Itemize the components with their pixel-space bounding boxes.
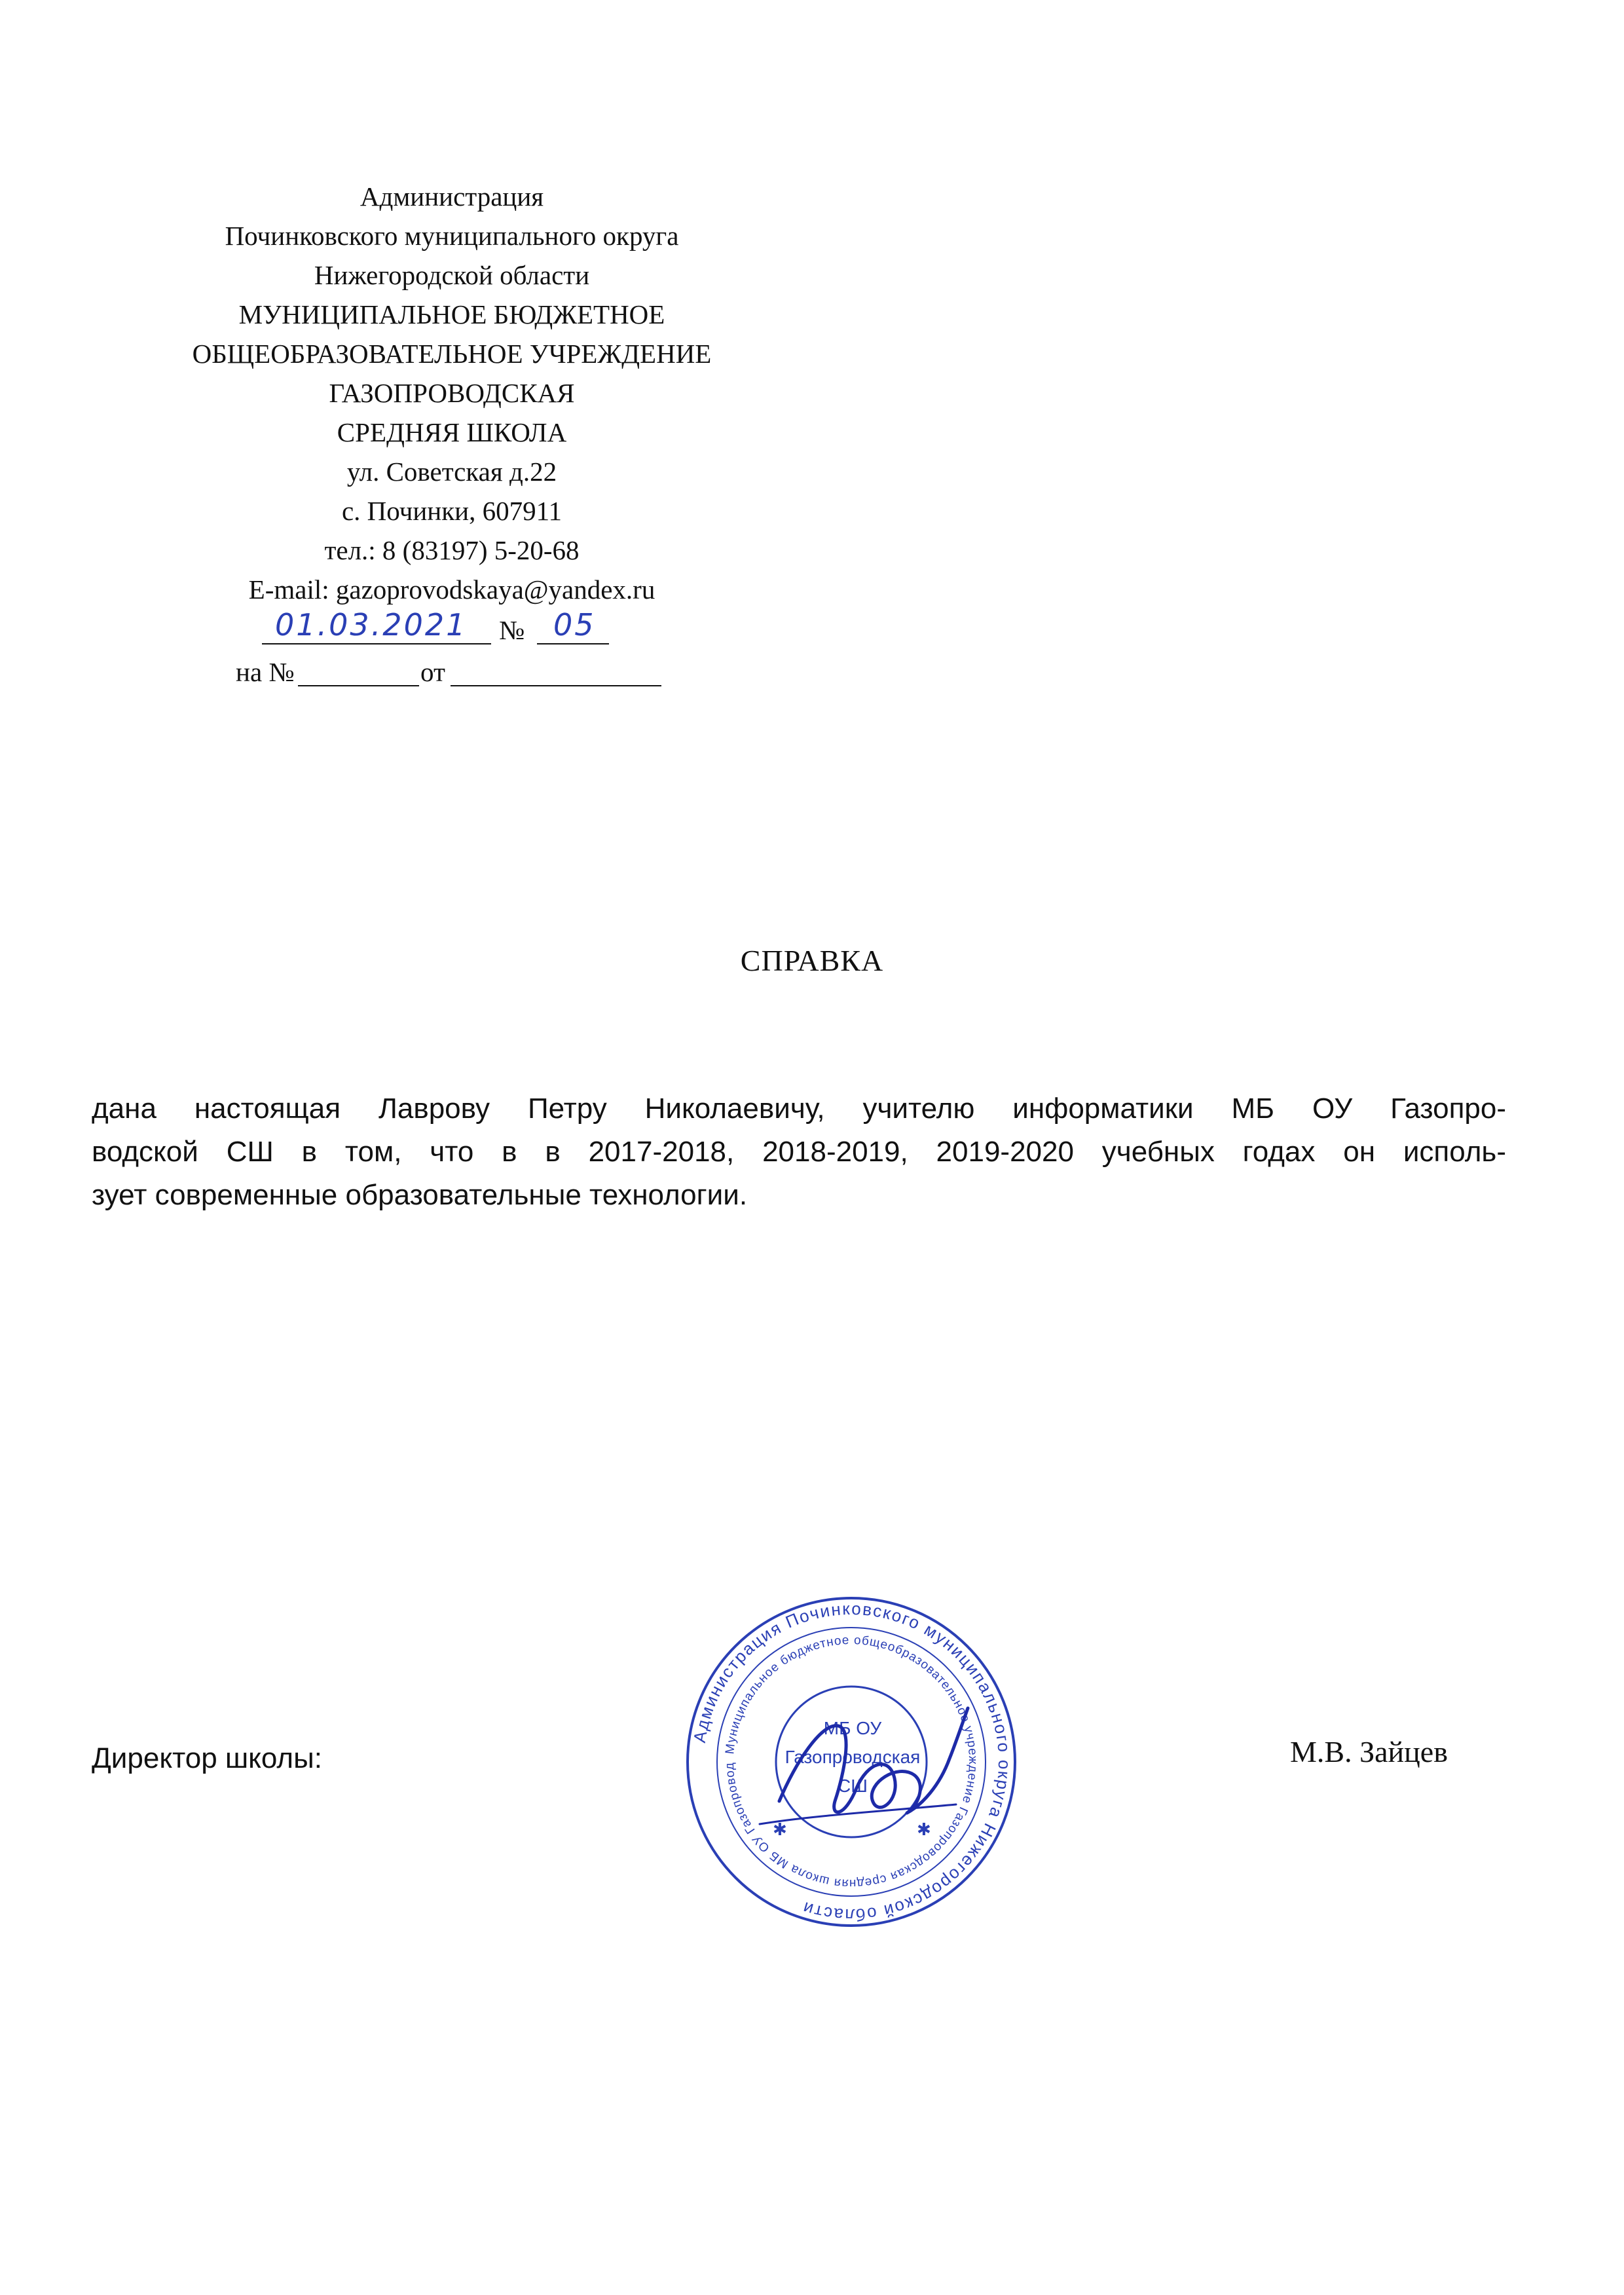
letterhead-line-street: ул. Советская д.22 [346, 457, 557, 487]
letterhead-line-org-name-2: СРЕДНЯЯ ШКОЛА [337, 417, 567, 447]
registration-number-label: № [499, 615, 525, 645]
stamp-star-right: ✱ [917, 1820, 931, 1840]
registration-date-underline [262, 643, 491, 644]
reference-number-label: на № [236, 657, 295, 687]
official-stamp [681, 1592, 1022, 1932]
signatory-name: М.В. Зайцев [1290, 1735, 1448, 1768]
letterhead-line-org-type-1: МУНИЦИПАЛЬНОЕ БЮДЖЕТНОЕ [238, 299, 665, 329]
body-line-3: зует современные образовательные технологии. [92, 1179, 748, 1211]
registration-line [118, 609, 786, 651]
reference-number-underline [298, 685, 419, 686]
signatory-position: Директор школы: [92, 1742, 322, 1774]
letterhead-line-city: с. Починки, 607911 [341, 496, 563, 526]
reference-date-underline [451, 685, 661, 686]
stamp-star-left: ✱ [773, 1820, 787, 1840]
stamp-outer-text: Администрация Починковского муниципального округа Нижегородской области [689, 1598, 1015, 1926]
letterhead-line-org-name-1: ГАЗОПРОВОДСКАЯ [329, 378, 575, 408]
stamp-center-line-2: Газопроводская [784, 1747, 921, 1767]
stamp-center-line-3: СШ [838, 1776, 868, 1796]
letterhead-line-email: E-mail: gazoprovodskaya@yandex.ru [248, 574, 655, 605]
letterhead-line-district: Починковского муниципального округа [225, 221, 679, 251]
stamp-graphic [681, 1592, 1022, 1932]
registration-number: 05 [553, 607, 596, 643]
registration-number-underline [537, 643, 609, 644]
stamp-center-line-1: МБ ОУ [823, 1718, 882, 1738]
registration-date: 01.03.2021 [275, 607, 468, 643]
letterhead-line-region: Нижегородской области [314, 260, 590, 290]
certificate-body [92, 1087, 1506, 1217]
letterhead-line-administration: Администрация [360, 181, 544, 212]
letterhead-line-phone: тел.: 8 (83197) 5-20-68 [324, 535, 580, 565]
body-line-2: водской СШ в том, что в в 2017-2018, 2018-2019, 2019-2020 учебных годах он исполь- [92, 1136, 1506, 1168]
stamp-inner-text: Муниципальное бюджетное общеобразовательное учреждение Газопроводская средняя школа МБ ОУ Газопровод [722, 1633, 980, 1891]
document-title: СПРАВКА [740, 944, 884, 977]
letterhead [118, 177, 786, 693]
reference-line [118, 651, 786, 693]
body-line-1: дана настоящая Лаврову Петру Николаевичу, учителю информатики МБ ОУ Газопро- [92, 1092, 1506, 1125]
reference-date-label: от [420, 657, 445, 687]
letterhead-line-org-type-2: ОБЩЕОБРАЗОВАТЕЛЬНОЕ УЧРЕЖДЕНИЕ [192, 339, 712, 369]
